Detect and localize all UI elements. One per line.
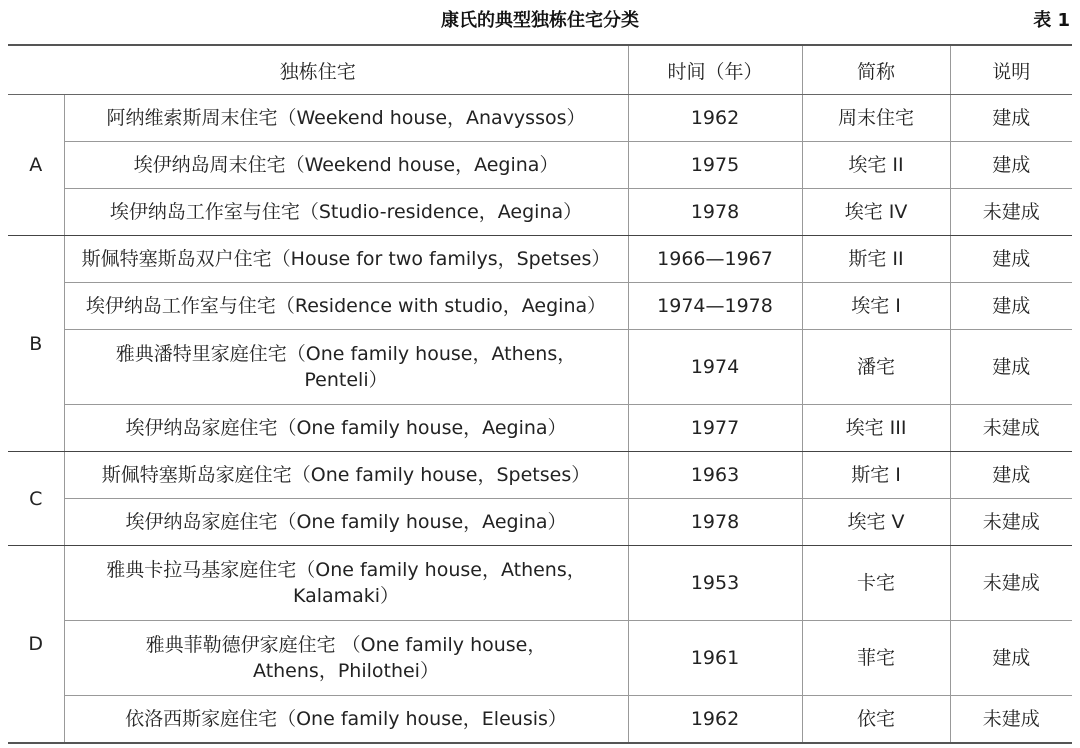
cell-abbr: 潘宅 xyxy=(802,330,950,405)
cell-year: 1975 xyxy=(628,142,802,189)
cell-abbr: 卡宅 xyxy=(802,546,950,621)
table-row xyxy=(8,405,1072,452)
header-year: 时间（年） xyxy=(628,45,802,95)
cell-abbr: 周末住宅 xyxy=(802,95,950,142)
cell-house: 斯佩特塞斯岛家庭住宅（One family house，Spetses） xyxy=(64,452,628,499)
cell-year: 1978 xyxy=(628,189,802,236)
cell-year: 1974 xyxy=(628,330,802,405)
cell-year: 1974—1978 xyxy=(628,283,802,330)
cell-house: 埃伊纳岛周末住宅（Weekend house，Aegina） xyxy=(64,142,628,189)
table-body xyxy=(8,95,1072,744)
table-caption xyxy=(0,0,1080,34)
group-label: D xyxy=(8,546,64,744)
cell-year: 1963 xyxy=(628,452,802,499)
table-row xyxy=(8,95,1072,142)
cell-year: 1966—1967 xyxy=(628,236,802,283)
table-row xyxy=(8,142,1072,189)
table-number: 表 1 xyxy=(1033,10,1070,31)
cell-abbr: 斯宅 II xyxy=(802,236,950,283)
table-row xyxy=(8,696,1072,744)
table-row xyxy=(8,452,1072,499)
cell-year: 1961 xyxy=(628,621,802,696)
cell-house: 阿纳维索斯周末住宅（Weekend house，Anavyssos） xyxy=(64,95,628,142)
house-classification-table xyxy=(8,44,1072,744)
cell-abbr: 斯宅 I xyxy=(802,452,950,499)
table-row xyxy=(8,546,1072,621)
table-row xyxy=(8,499,1072,546)
cell-house: 埃伊纳岛家庭住宅（One family house，Aegina） xyxy=(64,405,628,452)
group-label: B xyxy=(8,236,64,452)
cell-note: 建成 xyxy=(950,236,1072,283)
table-title: 康氏的典型独栋住宅分类 xyxy=(441,10,639,31)
cell-note: 建成 xyxy=(950,330,1072,405)
cell-abbr: 埃宅 II xyxy=(802,142,950,189)
cell-note: 未建成 xyxy=(950,499,1072,546)
cell-note: 建成 xyxy=(950,283,1072,330)
cell-note: 未建成 xyxy=(950,696,1072,744)
cell-note: 未建成 xyxy=(950,405,1072,452)
cell-house: 埃伊纳岛家庭住宅（One family house，Aegina） xyxy=(64,499,628,546)
cell-year: 1962 xyxy=(628,95,802,142)
header-house: 独栋住宅 xyxy=(8,45,628,95)
cell-abbr: 埃宅 V xyxy=(802,499,950,546)
table-row xyxy=(8,621,1072,696)
cell-note: 建成 xyxy=(950,95,1072,142)
cell-abbr: 依宅 xyxy=(802,696,950,744)
cell-house: 雅典卡拉马基家庭住宅（One family house，Athens，Kalamaki） xyxy=(64,546,628,621)
cell-house: 埃伊纳岛工作室与住宅（Residence with studio，Aegina） xyxy=(64,283,628,330)
table-row xyxy=(8,189,1072,236)
cell-house: 埃伊纳岛工作室与住宅（Studio-residence，Aegina） xyxy=(64,189,628,236)
cell-house: 雅典潘特里家庭住宅（One family house，Athens，Penteli） xyxy=(64,330,628,405)
group-label: C xyxy=(8,452,64,546)
cell-year: 1953 xyxy=(628,546,802,621)
table-header-row xyxy=(8,45,1072,95)
cell-year: 1977 xyxy=(628,405,802,452)
cell-year: 1978 xyxy=(628,499,802,546)
header-note: 说明 xyxy=(950,45,1072,95)
cell-note: 建成 xyxy=(950,142,1072,189)
cell-note: 未建成 xyxy=(950,546,1072,621)
header-abbr: 简称 xyxy=(802,45,950,95)
cell-abbr: 埃宅 IV xyxy=(802,189,950,236)
table-row xyxy=(8,330,1072,405)
group-label: A xyxy=(8,95,64,236)
cell-house: 雅典菲勒德伊家庭住宅 （One family house，Athens，Philothei） xyxy=(64,621,628,696)
cell-house: 斯佩特塞斯岛双户住宅（House for two familys，Spetses） xyxy=(64,236,628,283)
cell-note: 未建成 xyxy=(950,189,1072,236)
cell-abbr: 埃宅 I xyxy=(802,283,950,330)
table-row xyxy=(8,236,1072,283)
cell-note: 建成 xyxy=(950,621,1072,696)
cell-year: 1962 xyxy=(628,696,802,744)
table-row xyxy=(8,283,1072,330)
cell-abbr: 埃宅 III xyxy=(802,405,950,452)
cell-note: 建成 xyxy=(950,452,1072,499)
cell-house: 依洛西斯家庭住宅（One family house，Eleusis） xyxy=(64,696,628,744)
cell-abbr: 菲宅 xyxy=(802,621,950,696)
